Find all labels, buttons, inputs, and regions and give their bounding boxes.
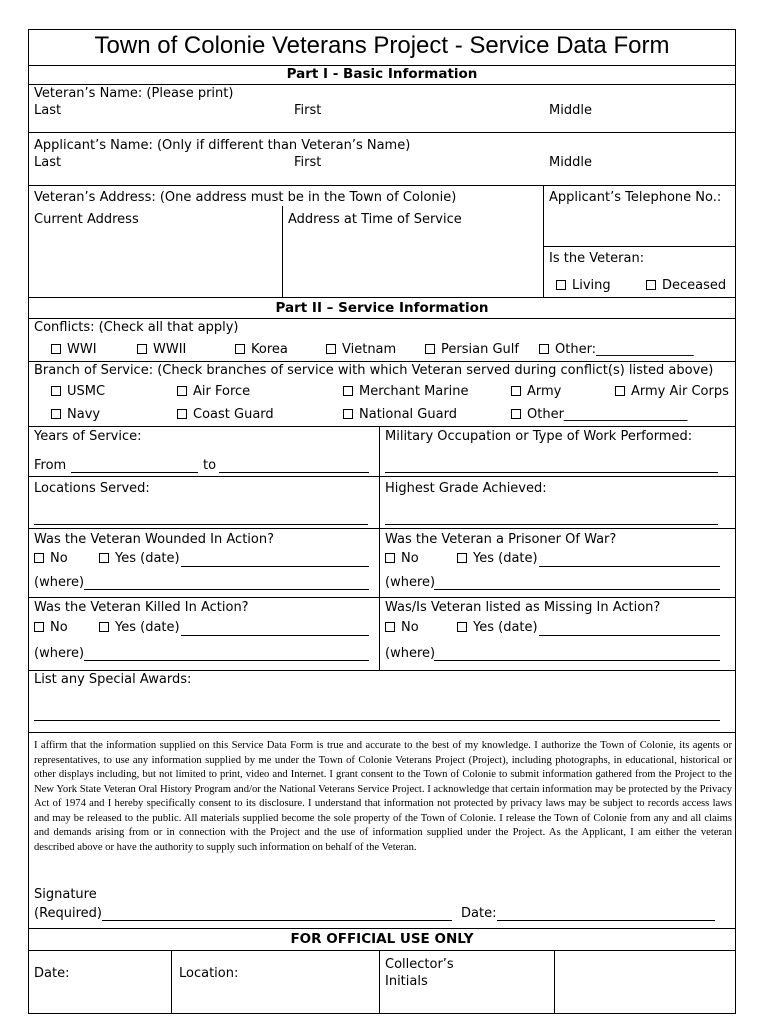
occupation-label: Military Occupation or Type of Work Performed: (385, 429, 693, 444)
divider (554, 950, 555, 1014)
branch-usmc-checkbox[interactable] (51, 384, 105, 399)
branch-option-label: USMC (67, 384, 106, 399)
no-label: No (50, 620, 68, 635)
conflict-label: WWII (153, 342, 187, 357)
mia-where-field[interactable] (434, 660, 720, 661)
pow-where-field[interactable] (434, 589, 720, 590)
conflict-korea-checkbox[interactable] (235, 342, 288, 357)
divider (29, 476, 735, 477)
checkbox-icon[interactable] (511, 409, 521, 419)
checkbox-icon[interactable] (235, 344, 245, 354)
conflicts-label: Conflicts: (Check all that apply) (34, 320, 239, 335)
pow-date-field[interactable] (539, 566, 720, 567)
checkbox-icon[interactable] (51, 386, 61, 396)
checkbox-icon[interactable] (177, 386, 187, 396)
occupation-field[interactable] (385, 472, 718, 473)
living-label: Living (572, 278, 611, 293)
deceased-label: Deceased (662, 278, 727, 293)
affirmation-text: I affirm that the information supplied on this Service Data Form is true and accurate to the best of my knowledge. I authorize the Town of Colonie, its agents or representatives, to use any information supplied by me under the Town of Colonie Veterans Project (Project), including photographs, in educational, historical or other displays including, but not limited to print, video and Internet. I grant consent to the Town of Colonie to submit information gathered from the Project to the New York State Veteran Oral History Program and/or the National Veterans Service Project. I acknowledge that certain information may be protected by the Privacy Act of 1974 and I hereby specifically consent to its disclosure. I understand that information not protected by privacy laws may be subject to records access laws and may be released to the public. All materials supplied become the sole property of the Town of Colonie. I release the Town of Colonie from any and all claims and demands arising from or in connection with the Project and the use of information supplied under the Project. As the Applicant, I am either the veteran described above or have the authority to supply such information on behalf of the Veteran. (34, 740, 732, 853)
checkbox-icon[interactable] (556, 280, 566, 290)
branch-option-label: Coast Guard (193, 407, 274, 422)
conflict-persian-gulf-checkbox[interactable] (425, 342, 519, 357)
wounded-where-label: (where) (34, 575, 85, 590)
mia-no-checkbox[interactable] (385, 620, 419, 635)
wounded-no-checkbox[interactable] (34, 551, 68, 566)
divider (29, 132, 735, 133)
checkbox-icon[interactable] (385, 622, 395, 632)
divider (29, 670, 735, 671)
conflict-other-checkbox[interactable] (539, 342, 694, 357)
checkbox-icon[interactable] (51, 344, 61, 354)
conflict-wwi-checkbox[interactable] (51, 342, 97, 357)
checkbox-icon[interactable] (177, 409, 187, 419)
branch-other-checkbox[interactable] (511, 407, 687, 422)
branch-air-force-checkbox[interactable] (177, 384, 250, 399)
branch-option-label: Air Force (193, 384, 251, 399)
no-label: No (50, 551, 68, 566)
pow-yes-checkbox[interactable] (457, 551, 538, 566)
checkbox-icon[interactable] (137, 344, 147, 354)
checkbox-icon[interactable] (539, 344, 549, 354)
collector-initials-label-2: Initials (385, 974, 428, 989)
checkbox-icon[interactable] (343, 409, 353, 419)
years-to-field[interactable] (219, 472, 369, 473)
awards-label: List any Special Awards: (34, 672, 192, 687)
checkbox-icon[interactable] (425, 344, 435, 354)
divider (29, 528, 735, 529)
divider (29, 597, 735, 598)
years-from-field[interactable] (71, 472, 198, 473)
locations-field[interactable] (34, 524, 368, 525)
service-data-form (28, 29, 736, 1014)
divider (29, 361, 735, 362)
divider (171, 950, 172, 1014)
part2-heading: Part II – Service Information (275, 300, 489, 316)
checkbox-icon[interactable] (457, 553, 467, 563)
checkbox-icon[interactable] (34, 622, 44, 632)
checkbox-icon[interactable] (457, 622, 467, 632)
branch-option-label: Army (527, 384, 562, 399)
awards-field[interactable] (34, 720, 720, 721)
years-from-label: From (34, 458, 67, 473)
applicant-first-label[interactable]: First (294, 155, 322, 170)
official-use-heading: FOR OFFICIAL USE ONLY (290, 931, 474, 947)
checkbox-icon[interactable] (99, 553, 109, 563)
applicant-last-label[interactable]: Last (34, 155, 62, 170)
branch-option-label: Navy (67, 407, 101, 422)
divider (543, 246, 735, 247)
form-title: Town of Colonie Veterans Project - Service Data Form (94, 32, 670, 59)
conflict-wwii-checkbox[interactable] (137, 342, 186, 357)
official-date-label: Date: (34, 966, 70, 981)
checkbox-icon[interactable] (51, 409, 61, 419)
kia-date-field[interactable] (181, 635, 369, 636)
collector-initials-label-1: Collector’s (385, 957, 454, 972)
checkbox-icon[interactable] (511, 386, 521, 396)
branch-coast-guard-checkbox[interactable] (177, 407, 274, 422)
grade-field[interactable] (385, 524, 718, 525)
branch-option-label: Merchant Marine (359, 384, 469, 399)
veteran-first-label[interactable]: First (294, 103, 322, 118)
applicant-name-label: Applicant’s Name: (Only if different than Veteran’s Name) (34, 138, 411, 153)
kia-label: Was the Veteran Killed In Action? (34, 600, 249, 615)
branch-option-label: National Guard (359, 407, 457, 422)
deceased-checkbox[interactable] (646, 278, 726, 293)
divider (543, 185, 544, 297)
signature-date-field[interactable] (497, 920, 715, 921)
mia-yes-checkbox[interactable] (457, 620, 538, 635)
checkbox-icon[interactable] (326, 344, 336, 354)
living-checkbox[interactable] (556, 278, 611, 293)
kia-where-field[interactable] (84, 660, 369, 661)
kia-yes-checkbox[interactable] (99, 620, 180, 635)
wounded-yes-checkbox[interactable] (99, 551, 180, 566)
divider (29, 185, 735, 186)
branch-national-guard-checkbox[interactable] (343, 407, 457, 422)
mia-date-field[interactable] (539, 635, 720, 636)
kia-no-checkbox[interactable] (34, 620, 68, 635)
conflict-label: WWI (67, 342, 97, 357)
veteran-name-label: Veteran’s Name: (Please print) (34, 86, 234, 101)
checkbox-icon[interactable] (385, 553, 395, 563)
yes-label: Yes (date) (473, 620, 538, 635)
conflict-vietnam-checkbox[interactable] (326, 342, 396, 357)
official-location-label: Location: (179, 966, 239, 981)
divider (29, 950, 735, 951)
veteran-last-label[interactable]: Last (34, 103, 62, 118)
years-label: Years of Service: (34, 429, 142, 444)
service-address-field[interactable]: Address at Time of Service (288, 212, 462, 227)
current-address-field[interactable]: Current Address (34, 212, 139, 227)
divider (29, 426, 735, 427)
yes-label: Yes (date) (115, 620, 180, 635)
yes-label: Yes (date) (115, 551, 180, 566)
divider (29, 732, 735, 733)
wounded-label: Was the Veteran Wounded In Action? (34, 532, 274, 547)
years-to-label: to (203, 458, 217, 473)
signature-required-label: (Required) (34, 906, 103, 921)
mia-where-label: (where) (385, 646, 436, 661)
conflict-label: Other:_______________ (555, 342, 694, 357)
wounded-date-field[interactable] (181, 566, 369, 567)
pow-where-label: (where) (385, 575, 436, 590)
divider (379, 426, 380, 670)
locations-label: Locations Served: (34, 481, 150, 496)
pow-no-checkbox[interactable] (385, 551, 419, 566)
signature-label: Signature (34, 887, 97, 902)
veteran-middle-label[interactable]: Middle (549, 103, 592, 118)
phone-field[interactable]: Applicant’s Telephone No.: (549, 190, 722, 205)
branch-army-air-corps-checkbox[interactable] (615, 384, 729, 399)
branch-option-label: Other___________________ (527, 407, 688, 422)
yes-label: Yes (date) (473, 551, 538, 566)
divider (29, 928, 735, 929)
conflict-label: Persian Gulf (441, 342, 519, 357)
branch-navy-checkbox[interactable] (51, 407, 100, 422)
branch-option-label: Army Air Corps (631, 384, 729, 399)
wounded-where-field[interactable] (84, 589, 369, 590)
signature-field[interactable] (102, 920, 452, 921)
conflict-label: Vietnam (342, 342, 397, 357)
checkbox-icon[interactable] (343, 386, 353, 396)
pow-label: Was the Veteran a Prisoner Of War? (385, 532, 617, 547)
branch-label: Branch of Service: (Check branches of service with which Veteran served during conflict(s) listed above) (34, 363, 714, 378)
branch-merchant-marine-checkbox[interactable] (343, 384, 468, 399)
divider (282, 206, 283, 297)
veteran-status-label: Is the Veteran: (549, 251, 645, 266)
no-label: No (401, 551, 419, 566)
conflict-label: Korea (251, 342, 288, 357)
divider (379, 950, 380, 1014)
checkbox-icon[interactable] (34, 553, 44, 563)
divider (29, 84, 735, 85)
branch-army-checkbox[interactable] (511, 384, 561, 399)
kia-where-label: (where) (34, 646, 85, 661)
checkbox-icon[interactable] (99, 622, 109, 632)
address-label: Veteran’s Address: (One address must be in the Town of Colonie) (34, 190, 457, 205)
no-label: No (401, 620, 419, 635)
checkbox-icon[interactable] (646, 280, 656, 290)
signature-date-label: Date: (461, 906, 497, 921)
divider (29, 297, 735, 298)
mia-label: Was/Is Veteran listed as Missing In Action? (385, 600, 661, 615)
part1-heading: Part I - Basic Information (286, 66, 478, 82)
divider (29, 318, 735, 319)
checkbox-icon[interactable] (615, 386, 625, 396)
applicant-middle-label[interactable]: Middle (549, 155, 592, 170)
grade-label: Highest Grade Achieved: (385, 481, 547, 496)
